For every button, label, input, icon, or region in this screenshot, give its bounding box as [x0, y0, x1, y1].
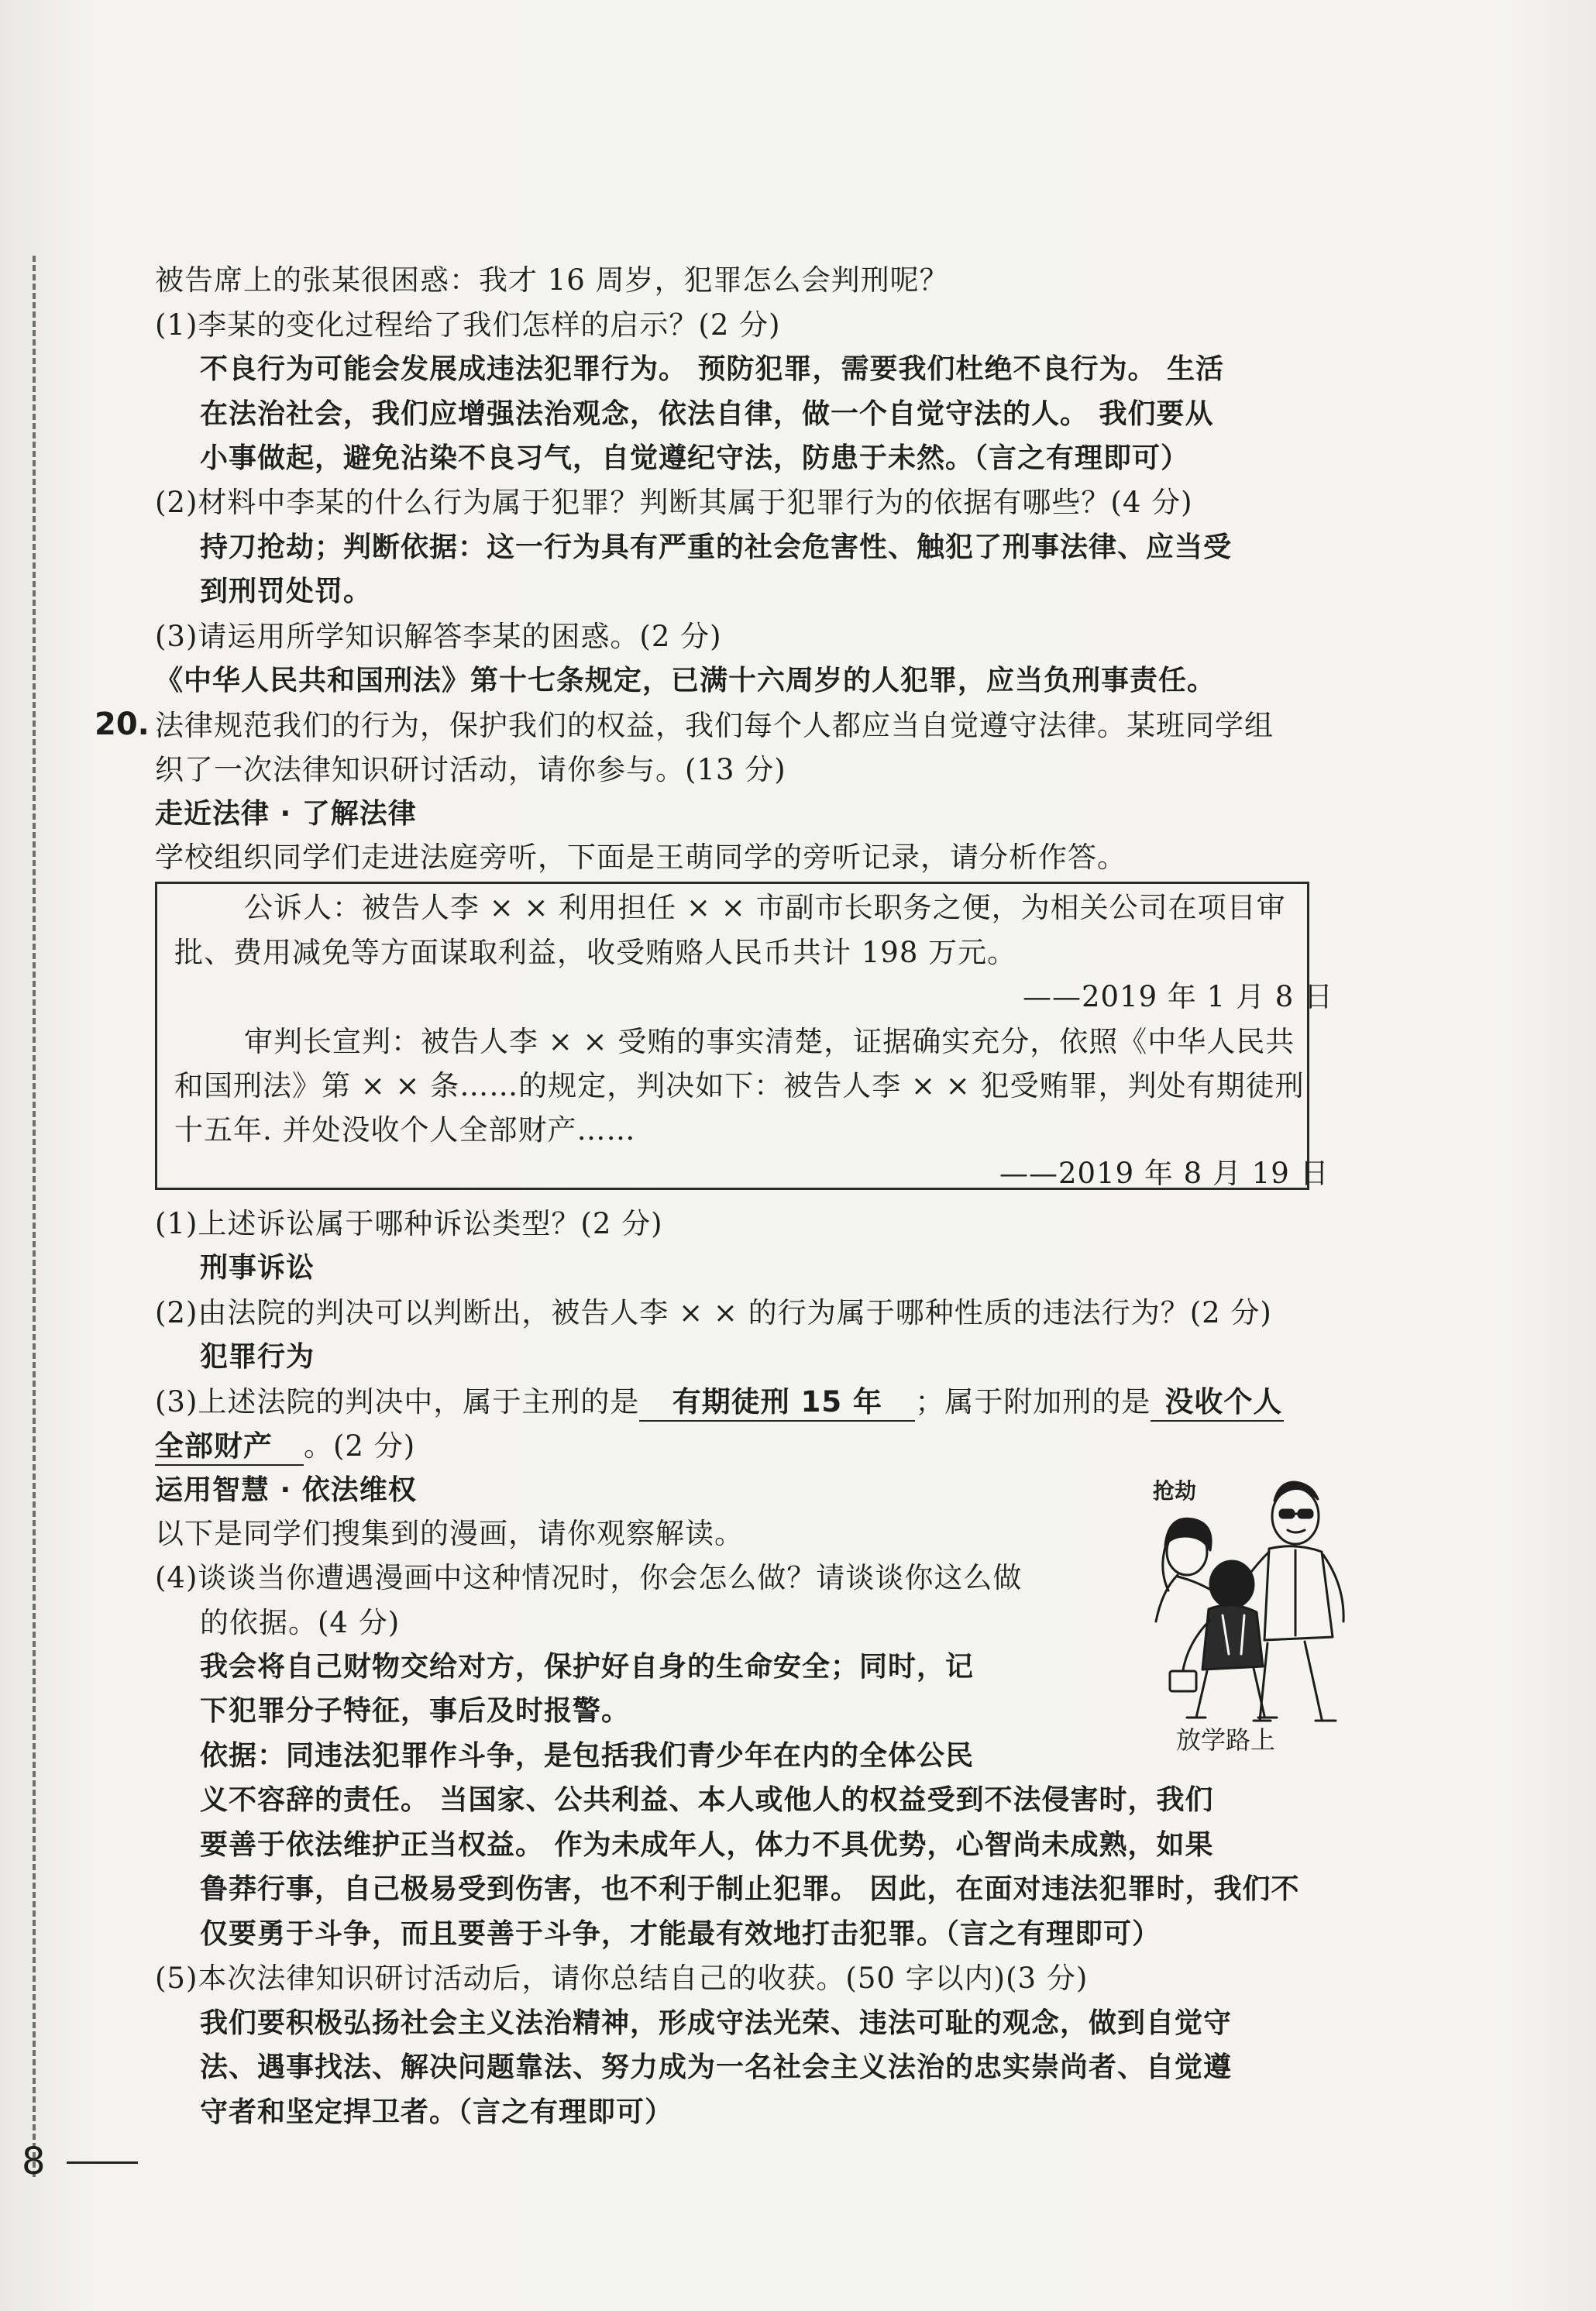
answer-19-1-line2: 在法治社会，我们应增强法治观念，依法自律，做一个自觉守法的人。 我们要从 — [200, 398, 1214, 430]
question-19-1: (1)李某的变化过程给了我们怎样的启示？(2 分) — [155, 308, 781, 342]
answer-blank-additional-penalty-part2: 全部财产 — [155, 1429, 304, 1466]
comic-caption: 放学路上 — [1176, 1725, 1276, 1755]
answer-blank-additional-penalty-part1: 没收个人 — [1151, 1384, 1284, 1422]
record-date-1: ——2019 年 1 月 8 日 — [1023, 980, 1334, 1013]
record-judge-line3: 十五年. 并处没收个人全部财产…… — [174, 1113, 636, 1147]
question-20-stem-line1: 法律规范我们的行为，保护我们的权益，我们每个人都应当自觉遵守法律。某班同学组 — [155, 709, 1274, 742]
question-20-4-line1: (4)谈谈当你遭遇漫画中这种情况时，你会怎么做？请谈谈你这么做 — [155, 1561, 1023, 1594]
section-heading-know-law: 走近法律 · 了解法律 — [155, 798, 417, 830]
question-20-1: (1)上述诉讼属于哪种诉讼类型？(2 分) — [155, 1207, 663, 1240]
section-intro-comic: 以下是同学们搜集到的漫画，请你观察解读。 — [155, 1517, 744, 1550]
robbery-comic-illustration — [1116, 1468, 1371, 1728]
question-20-3-suffix: 。(2 分) — [304, 1429, 416, 1463]
answer-19-3: 《中华人民共和国刑法》第十七条规定，已满十六周岁的人犯罪，应当负刑事责任。 — [155, 665, 1216, 696]
record-judge-line1: 审判长宣判：被告人李 × × 受贿的事实清楚，证据确实充分，依照《中华人民共 — [244, 1025, 1295, 1058]
answer-19-1-line3: 小事做起，避免沾染不良习气，自觉遵纪守法，防患于未然。（言之有理即可） — [200, 442, 1190, 474]
page-number: 8 — [22, 2140, 46, 2183]
material-tail: 被告席上的张某很困惑：我才 16 周岁，犯罪怎么会判刑呢？ — [155, 263, 949, 297]
answer-20-4-line7: 仅要勇于斗争，而且要善于斗争，才能最有效地打击犯罪。（言之有理即可） — [200, 1918, 1161, 1950]
binding-dashed-line — [33, 256, 36, 2177]
answer-20-4-line2: 下犯罪分子特征，事后及时报警。 — [200, 1695, 631, 1727]
answer-20-4-line6: 鲁莽行事，自己极易受到伤害，也不利于制止犯罪。 因此，在面对违法犯罪时，我们不 — [200, 1873, 1300, 1905]
answer-20-4-line4: 义不容辞的责任。 当国家、公共利益、本人或他人的权益受到不法侵害时，我们 — [200, 1784, 1214, 1816]
question-20-3-prefix: (3)上述法院的判决中，属于主刑的是 — [155, 1385, 640, 1419]
question-number-20: 20. — [95, 707, 150, 742]
question-20-stem-line2: 织了一次法律知识研讨活动，请你参与。(13 分) — [155, 753, 786, 786]
answer-20-5-line2: 法、遇事找法、解决问题靠法、努力成为一名社会主义法治的忠实崇尚者、自觉遵 — [200, 2051, 1233, 2083]
question-20-5: (5)本次法律知识研讨活动后，请你总结自己的收获。(50 字以内)(3 分) — [155, 1962, 1089, 1995]
answer-19-1-line1: 不良行为可能会发展成违法犯罪行为。 预防犯罪，需要我们杜绝不良行为。 生活 — [200, 353, 1225, 385]
record-prosecutor-line1: 公诉人：被告人李 × × 利用担任 × × 市副市长职务之便，为相关公司在项目审 — [244, 891, 1286, 924]
record-date-2: ——2019 年 8 月 19 日 — [999, 1157, 1329, 1190]
answer-20-5-line1: 我们要积极弘扬社会主义法治精神，形成守法光荣、违法可耻的观念，做到自觉守 — [200, 2007, 1233, 2039]
section-heading-defend-rights: 运用智慧 · 依法维权 — [155, 1474, 417, 1506]
page-number-rule — [67, 2161, 138, 2164]
answer-19-2-line2: 到刑罚处罚。 — [200, 576, 373, 607]
section-intro-court: 学校组织同学们走进法庭旁听，下面是王萌同学的旁听记录，请分析作答。 — [155, 841, 1126, 874]
question-20-4-line2: 的依据。(4 分) — [200, 1606, 401, 1639]
question-20-2: (2)由法院的判决可以判断出，被告人李 × × 的行为属于哪种性质的违法行为？(2 分) — [155, 1296, 1272, 1329]
record-judge-line2: 和国刑法》第 × × 条……的规定，判决如下：被告人李 × × 犯受贿罪，判处有期徒刑 — [174, 1069, 1305, 1102]
question-19-3: (3)请运用所学知识解答李某的困惑。(2 分) — [155, 620, 722, 653]
record-prosecutor-line2: 批、费用减免等方面谋取利益，收受贿赂人民币共计 198 万元。 — [174, 936, 1017, 969]
comic-title: 抢劫 — [1153, 1478, 1197, 1504]
answer-20-1: 刑事诉讼 — [200, 1252, 315, 1284]
answer-20-4-line1: 我会将自己财物交给对方，保护好自身的生命安全；同时，记 — [200, 1651, 975, 1683]
answer-20-5-line3: 守者和坚定捍卫者。（言之有理即可） — [200, 2096, 674, 2128]
answer-20-4-line5: 要善于依法维护正当权益。 作为未成年人，体力不具优势，心智尚未成熟，如果 — [200, 1829, 1214, 1861]
question-19-2: (2)材料中李某的什么行为属于犯罪？判断其属于犯罪行为的依据有哪些？(4 分) — [155, 486, 1193, 519]
answer-20-2: 犯罪行为 — [200, 1341, 315, 1373]
answer-20-4-line3: 依据：同违法犯罪作斗争，是包括我们青少年在内的全体公民 — [200, 1740, 975, 1772]
question-20-3-line2 — [155, 1425, 415, 1467]
question-20-3-line1 — [155, 1381, 1284, 1423]
question-20-3-middle: ；属于附加刑的是 — [915, 1385, 1151, 1419]
answer-blank-principal-penalty: 有期徒刑 15 年 — [639, 1384, 915, 1422]
answer-19-2-line1: 持刀抢劫；判断依据：这一行为具有严重的社会危害性、触犯了刑事法律、应当受 — [200, 531, 1233, 563]
